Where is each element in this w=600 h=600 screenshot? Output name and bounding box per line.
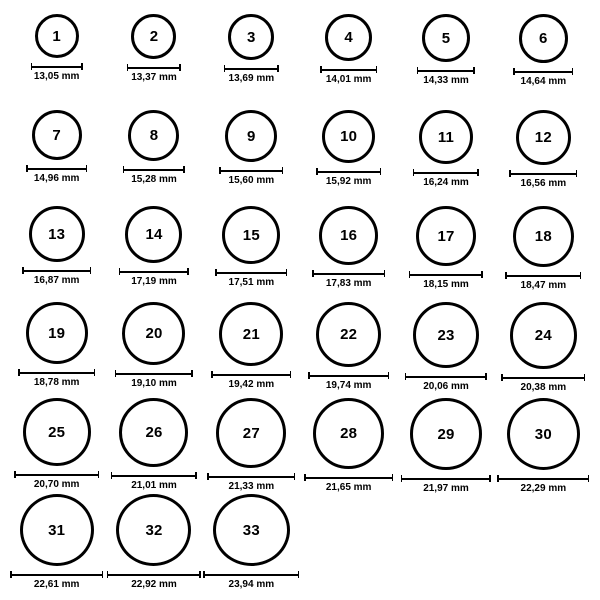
measure-bar-line (509, 173, 577, 175)
ring-circle (410, 398, 482, 470)
ring-size-cell[interactable] (397, 206, 494, 302)
measure-bar-icon (501, 374, 585, 381)
ring-circle (316, 302, 381, 367)
ring-size-cell[interactable] (203, 110, 300, 206)
measure-bar-icon (115, 370, 193, 377)
ring-measure (18, 369, 95, 388)
measure-bar-line (111, 475, 197, 477)
measure-bar-line (409, 274, 483, 276)
ring-measure (219, 167, 283, 186)
ring-diameter-label: 22,92 mm (131, 579, 177, 590)
ring-size-cell[interactable] (105, 206, 202, 302)
ring-size-cell[interactable] (300, 302, 397, 398)
ring-diameter-label: 20,70 mm (33, 479, 80, 490)
measure-bar-icon (203, 571, 299, 578)
measure-bar-icon (31, 63, 83, 70)
measure-bar-line (312, 273, 385, 275)
ring-size-number: 26 (145, 424, 163, 441)
measure-bar-icon (10, 571, 103, 578)
measure-bar-icon (123, 166, 185, 173)
ring-size-number: 9 (247, 127, 256, 145)
ring-circle (119, 398, 188, 467)
ring-size-cell[interactable] (300, 206, 397, 302)
ring-size-cell[interactable] (8, 206, 105, 302)
measure-bar-line (115, 373, 193, 375)
measure-bar-icon (107, 571, 201, 578)
ring-circle (419, 110, 473, 164)
measure-bar-line (211, 374, 291, 376)
ring-size-cell[interactable] (105, 398, 202, 494)
ring-measure (409, 271, 483, 290)
ring-size-number: 8 (149, 127, 159, 144)
ring-measure (207, 473, 295, 492)
ring-circle (222, 206, 280, 264)
measure-bar-line (497, 478, 589, 480)
ring-size-number: 2 (149, 28, 159, 45)
ring-diameter-label: 15,60 mm (228, 175, 275, 186)
ring-measure (26, 165, 87, 184)
ring-diameter-label: 20,38 mm (520, 382, 567, 393)
ring-diameter-label: 13,37 mm (131, 72, 177, 83)
ring-size-cell[interactable] (300, 398, 397, 494)
ring-circle (325, 14, 372, 61)
ring-circle (519, 14, 568, 63)
ring-size-cell[interactable] (397, 14, 494, 110)
ring-diameter-label: 23,94 mm (228, 579, 275, 590)
measure-bar-icon (207, 473, 295, 480)
ring-measure (14, 471, 99, 490)
ring-size-cell[interactable] (397, 110, 494, 206)
measure-bar-icon (417, 67, 475, 74)
measure-bar-line (405, 376, 487, 378)
ring-diameter-label: 14,96 mm (33, 173, 80, 184)
ring-circle (35, 14, 79, 58)
ring-size-number: 23 (437, 326, 455, 344)
ring-size-number: 19 (48, 324, 66, 342)
measure-bar-line (31, 66, 83, 68)
ring-size-cell[interactable] (105, 494, 202, 590)
measure-bar-icon (26, 165, 87, 172)
ring-circle (122, 302, 185, 365)
ring-diameter-label: 20,06 mm (423, 381, 469, 392)
ring-measure (501, 374, 585, 393)
ring-circle (319, 206, 378, 265)
measure-bar-line (14, 474, 99, 476)
ring-size-number: 25 (48, 423, 66, 441)
measure-bar-icon (505, 272, 581, 279)
measure-bar-line (207, 476, 295, 478)
ring-measure (312, 270, 385, 289)
ring-diameter-label: 14,01 mm (325, 74, 372, 85)
ring-measure (316, 168, 381, 187)
measure-bar-icon (308, 372, 389, 379)
ring-size-cell[interactable] (495, 302, 592, 398)
ring-diameter-label: 16,56 mm (520, 178, 567, 189)
ring-circle (219, 302, 283, 366)
ring-diameter-label: 17,19 mm (131, 276, 177, 287)
ring-diameter-label: 21,65 mm (325, 482, 372, 493)
ring-size-number: 28 (340, 425, 358, 442)
ring-diameter-label: 17,51 mm (228, 277, 275, 288)
ring-size-number: 11 (437, 128, 455, 146)
ring-measure (513, 68, 573, 87)
measure-bar-icon (22, 267, 91, 274)
ring-measure (111, 472, 197, 491)
measure-bar-line (119, 271, 189, 273)
ring-diameter-label: 15,28 mm (131, 174, 177, 185)
ring-measure (224, 65, 279, 84)
ring-diameter-label: 15,92 mm (325, 176, 372, 187)
measure-bar-icon (401, 475, 491, 482)
ring-size-cell[interactable] (495, 398, 592, 494)
ring-diameter-label: 18,47 mm (520, 280, 567, 291)
measure-bar-icon (224, 65, 279, 72)
ring-measure (417, 67, 475, 86)
measure-bar-line (22, 270, 91, 272)
measure-bar-icon (219, 167, 283, 174)
measure-bar-line (320, 69, 377, 71)
ring-measure (505, 272, 581, 291)
ring-circle (228, 14, 274, 60)
ring-size-number: 1 (52, 27, 61, 45)
ring-diameter-label: 14,33 mm (423, 75, 469, 86)
ring-diameter-label: 16,87 mm (33, 275, 80, 286)
ring-diameter-label: 22,29 mm (520, 483, 567, 494)
ring-measure (31, 63, 83, 82)
measure-bar-icon (215, 269, 287, 276)
measure-bar-line (417, 70, 475, 72)
measure-bar-icon (312, 270, 385, 277)
ring-diameter-label: 13,05 mm (33, 71, 80, 82)
ring-measure (413, 169, 479, 188)
ring-circle (513, 206, 574, 267)
ring-size-number: 31 (48, 521, 66, 539)
ring-measure (203, 571, 299, 590)
ring-circle (416, 206, 476, 266)
ring-size-cell[interactable] (8, 494, 105, 590)
ring-size-cell[interactable] (8, 14, 105, 110)
ring-measure (308, 372, 389, 391)
ring-circle (131, 14, 176, 59)
ring-measure (107, 571, 201, 590)
ring-circle (213, 494, 290, 566)
ring-diameter-label: 19,10 mm (131, 378, 177, 389)
measure-bar-line (219, 170, 283, 172)
ring-size-cell[interactable] (495, 14, 592, 110)
ring-size-number: 12 (534, 129, 552, 146)
measure-bar-line (304, 477, 393, 479)
ring-size-cell[interactable] (300, 110, 397, 206)
measure-bar-icon (405, 373, 487, 380)
measure-bar-line (224, 68, 279, 70)
measure-bar-icon (304, 474, 393, 481)
measure-bar-icon (316, 168, 381, 175)
ring-circle (20, 494, 94, 566)
ring-size-cell[interactable] (8, 110, 105, 206)
measure-bar-line (107, 574, 201, 576)
ring-size-cell[interactable] (203, 494, 300, 590)
ring-diameter-label: 19,74 mm (325, 380, 372, 391)
ring-size-number: 30 (534, 425, 552, 443)
ring-size-cell[interactable] (203, 14, 300, 110)
ring-size-grid (8, 14, 592, 590)
ring-size-cell[interactable] (203, 398, 300, 494)
measure-bar-line (123, 169, 185, 171)
ring-size-cell[interactable] (105, 14, 202, 110)
measure-bar-icon (14, 471, 99, 478)
measure-bar-icon (111, 472, 197, 479)
ring-size-cell[interactable] (495, 206, 592, 302)
measure-bar-line (513, 71, 573, 73)
ring-circle (510, 302, 577, 369)
measure-bar-icon (127, 64, 181, 71)
ring-size-number: 33 (242, 521, 260, 539)
ring-diameter-label: 13,69 mm (228, 73, 275, 84)
ring-size-cell[interactable] (105, 110, 202, 206)
measure-bar-line (308, 375, 389, 377)
ring-circle (516, 110, 571, 165)
ring-size-number: 13 (48, 225, 66, 243)
ring-diameter-label: 18,78 mm (33, 377, 80, 388)
measure-bar-icon (513, 68, 573, 75)
ring-size-cell[interactable] (397, 302, 494, 398)
ring-size-cell[interactable] (397, 398, 494, 494)
measure-bar-line (215, 272, 287, 274)
ring-measure (123, 166, 185, 185)
measure-bar-icon (119, 268, 189, 275)
ring-circle (29, 206, 85, 262)
ring-size-cell[interactable] (105, 302, 202, 398)
measure-bar-icon (211, 371, 291, 378)
ring-size-number: 27 (242, 424, 260, 442)
ring-measure (115, 370, 193, 389)
ring-measure (304, 474, 393, 493)
ring-measure (119, 268, 189, 287)
ring-size-cell[interactable] (495, 110, 592, 206)
ring-size-number: 21 (242, 325, 260, 343)
measure-bar-icon (320, 66, 377, 73)
ring-measure (405, 373, 487, 392)
ring-measure (211, 371, 291, 390)
measure-bar-line (501, 377, 585, 379)
ring-circle (313, 398, 384, 469)
ring-circle (216, 398, 286, 468)
measure-bar-icon (413, 169, 479, 176)
ring-circle (225, 110, 277, 162)
ring-size-number: 14 (145, 226, 163, 243)
ring-circle (422, 14, 470, 62)
ring-size-cell[interactable] (203, 206, 300, 302)
ring-circle (128, 110, 179, 161)
ring-diameter-label: 21,33 mm (228, 481, 275, 492)
ring-size-number: 16 (340, 227, 358, 244)
ring-diameter-label: 21,97 mm (423, 483, 469, 494)
ring-size-number: 17 (437, 227, 455, 245)
ring-circle (116, 494, 191, 566)
measure-bar-line (26, 168, 87, 170)
measure-bar-line (203, 574, 299, 576)
ring-circle (23, 398, 91, 466)
ring-size-number: 24 (534, 327, 552, 344)
ring-size-cell[interactable] (8, 302, 105, 398)
ring-diameter-label: 19,42 mm (228, 379, 275, 390)
measure-bar-line (505, 275, 581, 277)
ring-size-number: 6 (539, 30, 548, 47)
ring-diameter-label: 18,15 mm (423, 279, 469, 290)
ring-size-cell[interactable] (8, 398, 105, 494)
ring-size-number: 10 (340, 128, 358, 145)
ring-diameter-label: 22,61 mm (33, 579, 80, 590)
ring-diameter-label: 14,64 mm (520, 76, 567, 87)
measure-bar-icon (409, 271, 483, 278)
ring-size-cell[interactable] (203, 302, 300, 398)
ring-circle (26, 302, 88, 364)
measure-bar-icon (509, 170, 577, 177)
ring-circle (413, 302, 479, 368)
ring-size-number: 22 (340, 326, 358, 343)
ring-size-number: 32 (145, 521, 163, 539)
ring-size-number: 4 (344, 29, 353, 46)
ring-diameter-label: 21,01 mm (131, 480, 177, 491)
measure-bar-icon (18, 369, 95, 376)
measure-bar-line (316, 171, 381, 173)
ring-measure (509, 170, 577, 189)
measure-bar-line (18, 372, 95, 374)
ring-size-number: 18 (534, 228, 552, 245)
measure-bar-line (413, 172, 479, 174)
measure-bar-line (401, 478, 491, 480)
ring-diameter-label: 16,24 mm (423, 177, 469, 188)
measure-bar-icon (497, 475, 589, 482)
ring-measure (10, 571, 103, 590)
measure-bar-line (10, 574, 103, 576)
measure-bar-line (127, 67, 181, 69)
ring-circle (322, 110, 375, 163)
ring-measure (215, 269, 287, 288)
ring-size-number: 20 (145, 325, 163, 342)
ring-measure (320, 66, 377, 85)
ring-measure (401, 475, 491, 494)
ring-circle (125, 206, 182, 263)
ring-measure (497, 475, 589, 494)
ring-size-cell[interactable] (300, 14, 397, 110)
ring-size-number: 29 (437, 425, 455, 443)
ring-size-number: 3 (247, 28, 256, 46)
ring-circle (507, 398, 580, 470)
ring-measure (22, 267, 91, 286)
ring-diameter-label: 17,83 mm (325, 278, 372, 289)
ring-size-number: 5 (441, 29, 451, 47)
ring-circle (32, 110, 82, 160)
ring-size-number: 15 (242, 226, 260, 244)
ring-size-number: 7 (52, 126, 61, 144)
ring-measure (127, 64, 181, 83)
